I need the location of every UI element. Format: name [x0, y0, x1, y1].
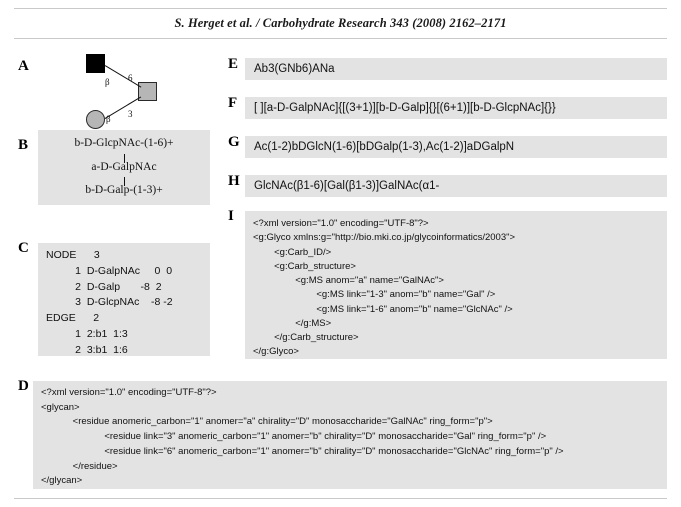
panel-f-box	[245, 97, 667, 119]
panel-d-line-6: </residue>	[41, 460, 118, 472]
panel-i-line-7: <g:MS link="1-6" anom="b" name="GlcNAc" />	[253, 303, 513, 315]
panel-letter-i: I	[228, 208, 234, 224]
panel-d-line-3: <residue anomeric_carbon="1" anomer="a" chirality="D" monosaccharide="GalNAc" ring_form="p">	[41, 416, 493, 428]
panel-d-line-4: <residue link="3" anomeric_carbon="1" anomer="b" chirality="D" monosaccharide="Gal" ring_form="p" />	[41, 431, 547, 443]
panel-i-line-6: <g:MS link="1-3" anom="b" name="Gal" />	[253, 289, 496, 301]
panel-letter-e: E	[228, 56, 239, 72]
bottom-rule	[14, 498, 667, 499]
link-glcnac-galnac	[105, 65, 142, 88]
galnac-square-grey-icon	[138, 82, 157, 101]
panel-c-line-2: 1 D-GalpNAc 0 0	[46, 264, 173, 277]
panel-letter-c: C	[18, 240, 29, 256]
panel-b-box	[38, 130, 210, 205]
panel-i-line-8: </g:MS>	[253, 317, 332, 329]
gal-circle-grey-icon	[86, 110, 105, 129]
top-rule	[14, 8, 667, 9]
panel-letter-h: H	[228, 173, 240, 189]
glycan-symbol-diagram	[60, 52, 210, 137]
panel-f-text: [ ][a-D-GalpNAc]{[(3+1)][b-D-Galp]{}[(6+1)][b-D-GlcpNAc]{}}	[254, 102, 556, 114]
panel-i-line-2: <g:Glyco xmlns:g="http://bio.mki.co.jp/glycoinformatics/2003">	[253, 232, 516, 244]
panel-g-box	[245, 136, 667, 158]
panel-i-line-4: <g:Carb_structure>	[253, 260, 356, 272]
panel-i-line-3: <g:Carb_ID/>	[253, 246, 332, 258]
panel-e-box	[245, 58, 667, 80]
panel-c-line-5: EDGE 2	[46, 312, 100, 324]
panel-i-line-9: </g:Carb_structure>	[253, 332, 359, 343]
panel-d-line-1: <?xml version="1.0" encoding="UTF-8"?>	[41, 387, 217, 398]
panel-i-line-10: </g:Glyco>	[253, 346, 299, 358]
panel-i-box	[245, 211, 667, 359]
panel-c-line-1: NODE 3	[46, 249, 100, 261]
panel-i-code	[245, 211, 667, 365]
panel-d-line-7: </glycan>	[41, 475, 83, 487]
panel-letter-f: F	[228, 95, 238, 111]
panel-h-text: GlcNAc(β1-6)[Gal(β1-3)]GalNAc(α1-	[254, 180, 440, 192]
panel-c-line-4: 3 D-GlcpNAc -8 -2	[46, 296, 173, 309]
panel-d-box	[33, 381, 667, 489]
edge-label-beta-lower: β	[106, 114, 111, 124]
panel-e-text: Ab3(GNb6)ANa	[254, 63, 335, 75]
panel-d-line-5: <residue link="6" anomeric_carbon="1" anomer="b" chirality="D" monosaccharide="GlcNAc" ring_form="p" />	[41, 445, 564, 457]
panel-b-line3: b-D-Galp-(1-3)+	[85, 184, 163, 196]
panel-letter-a: A	[18, 58, 29, 74]
panel-i-line-5: <g:MS anom="a" name="GalNAc">	[253, 275, 444, 286]
edge-label-6: 6	[128, 73, 133, 83]
panel-c-line-3: 2 D-Galp -8 2	[46, 280, 162, 293]
panel-c-line-7: 2 3:b1 1:6	[46, 343, 128, 356]
panel-c-code	[38, 243, 210, 363]
edge-label-beta-upper: β	[105, 77, 110, 87]
panel-d-line-2: <glycan>	[41, 401, 80, 413]
panel-g-text: Ac(1-2)bDGlcN(1-6)[bDGalp(1-3),Ac(1-2)]aDGalpN	[254, 141, 515, 153]
panel-c-line-6: 1 2:b1 1:3	[46, 327, 128, 340]
header-rule	[14, 38, 667, 39]
running-head: S. Herget et al. / Carbohydrate Research 343 (2008) 2162–2171	[174, 16, 507, 30]
glcnac-square-black-icon	[86, 54, 105, 73]
panel-letter-b: B	[18, 137, 29, 153]
edge-label-3: 3	[128, 109, 133, 119]
panel-letter-g: G	[228, 134, 240, 150]
panel-b-line2: a-D-GalpNAc	[91, 161, 157, 173]
panel-c-box	[38, 243, 210, 356]
panel-letter-d: D	[18, 378, 29, 394]
panel-h-box	[245, 175, 667, 197]
panel-i-line-1: <?xml version="1.0" encoding="UTF-8"?>	[253, 218, 429, 229]
panel-b-line1: b-D-GlcpNAc-(1-6)+	[74, 137, 174, 149]
panel-d-code	[33, 381, 667, 494]
